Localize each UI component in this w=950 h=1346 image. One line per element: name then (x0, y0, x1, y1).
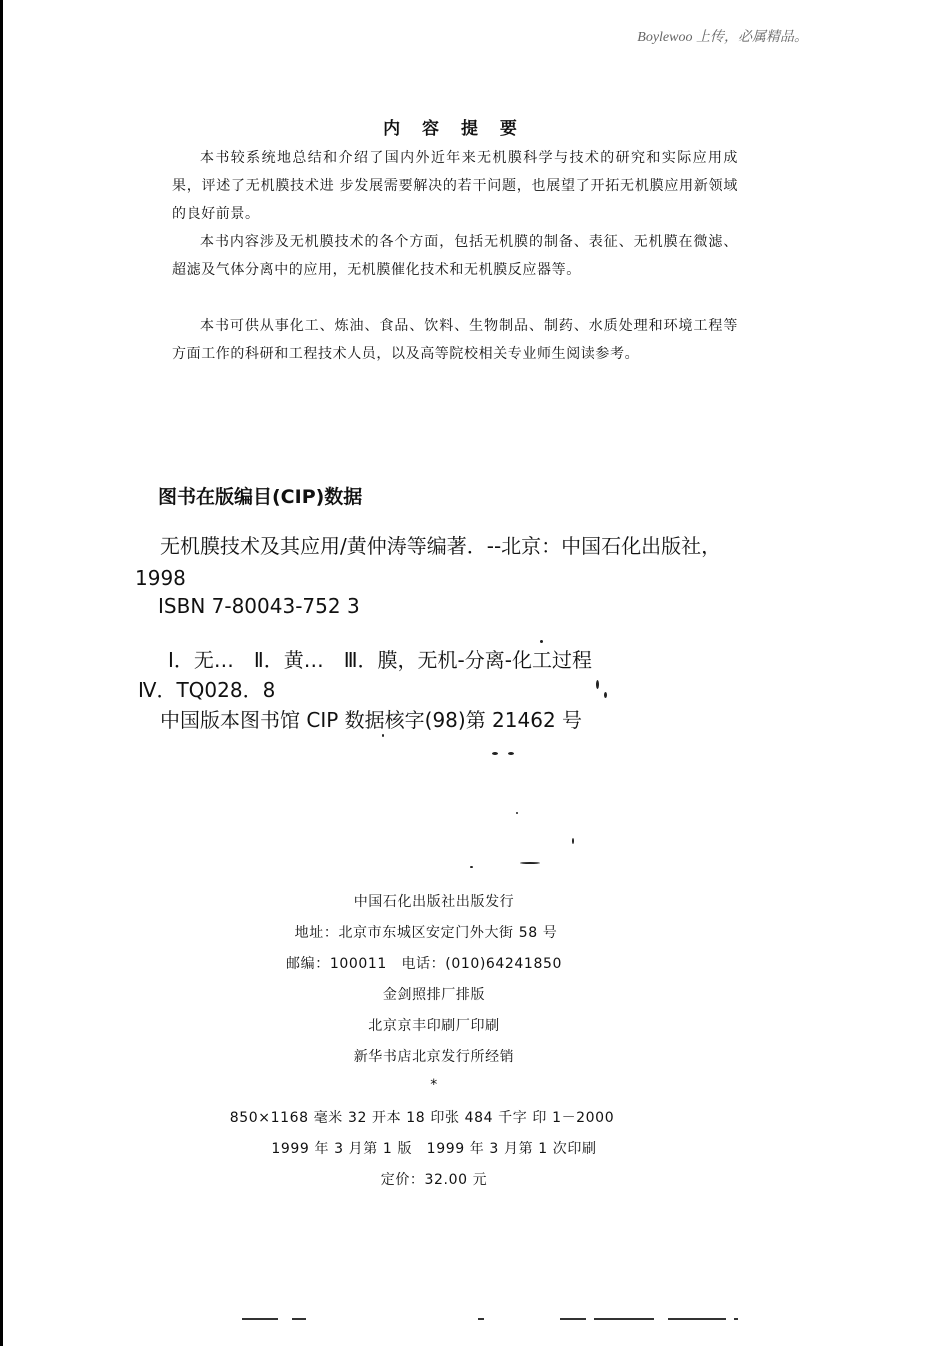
address: 地址：北京市东城区安定门外大街 58 号 (294, 925, 558, 941)
scan-speck (492, 752, 498, 755)
bottom-scan-marks (242, 1318, 742, 1322)
watermark: Boylewoo 上传，必属精品。 (637, 30, 808, 45)
scan-speck (508, 752, 514, 755)
price: 定价：32.00 元 (380, 1172, 488, 1188)
cip-classification: Ⅳ．TQ028．8 (138, 678, 276, 702)
abstract-paragraph-3: 本书可供从事化工、炼油、食品、饮料、生物制品、制药、水质处理和环境工程等方面工作的科研和工程技术人员，以及高等院校相关专业师生阅读参考。 (172, 318, 738, 362)
cip-title-line: 无机膜技术及其应用/黄仲涛等编著．--北京：中国石化出版社，1998 (135, 534, 722, 590)
cip-subjects: Ⅰ．无… Ⅱ．黄… Ⅲ．膜，无机-分离-化工过程 (168, 648, 592, 672)
abstract-paragraph-2: 本书内容涉及无机膜技术的各个方面，包括无机膜的制备、表征、无机膜在微滤、超滤及气体分离中的应用，无机膜催化技术和无机膜反应器等。 (172, 234, 738, 278)
scan-speck (516, 812, 518, 814)
edition: 1999 年 3 月第 1 版 1999 年 3 月第 1 次印刷 (271, 1141, 597, 1157)
printer: 北京京丰印刷厂印刷 (368, 1018, 500, 1034)
postal-phone: 邮编：100011 电话：(010)64241850 (286, 956, 562, 972)
scan-speck (540, 640, 543, 643)
cip-isbn: ISBN 7-80043-752 3 (158, 594, 360, 618)
abstract-title: 内 容 提 要 (383, 119, 525, 139)
distributor: 新华书店北京发行所经销 (353, 1049, 515, 1065)
scan-speck (520, 862, 540, 864)
scan-speck (470, 866, 473, 868)
scan-speck (604, 692, 607, 698)
abstract-paragraph-1: 本书较系统地总结和介绍了国内外近年来无机膜科学与技术的研究和实际应用成果，评述了无机膜技术进 步发展需要解决的若干问题，也展望了开拓无机膜应用新领域的良好前景。 (172, 150, 738, 222)
typesetter: 金剑照排厂排版 (382, 987, 486, 1003)
publisher: 中国石化出版社出版发行 (353, 894, 515, 910)
separator: * (430, 1077, 438, 1093)
cip-heading: 图书在版编目(CIP)数据 (158, 486, 363, 508)
scan-speck (572, 838, 574, 844)
scan-speck (382, 734, 384, 737)
cip-verification: 中国版本图书馆 CIP 数据核字(98)第 21462 号 (160, 708, 583, 732)
format: 850×1168 毫米 32 开本 18 印张 484 千字 印 1－2000 (229, 1110, 615, 1126)
scan-speck (596, 680, 599, 689)
